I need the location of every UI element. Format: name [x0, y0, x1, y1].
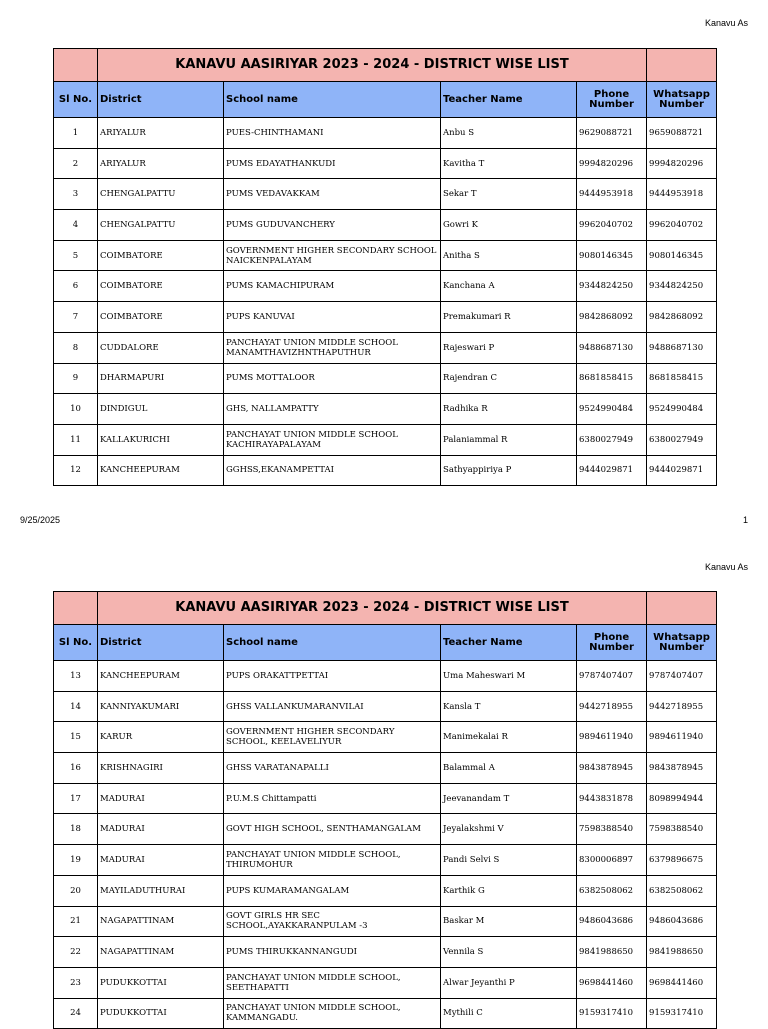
sl-no-cell: 13: [54, 661, 98, 692]
district-cell: NAGAPATTINAM: [98, 937, 224, 968]
table-row: [54, 845, 717, 876]
col-sl-no: Sl No.: [54, 625, 98, 661]
table-row: [54, 691, 717, 722]
whatsapp-cell: 7598388540: [647, 814, 717, 845]
phone-cell: 8681858415: [577, 363, 647, 394]
teacher-name-cell: Radhika R: [441, 394, 577, 425]
whatsapp-cell: 9994820296: [647, 148, 717, 179]
table-row: [54, 332, 717, 363]
col-phone: Phone Number: [577, 625, 647, 661]
whatsapp-cell: 9486043686: [647, 906, 717, 937]
whatsapp-cell: 8681858415: [647, 363, 717, 394]
sl-no-cell: 12: [54, 455, 98, 486]
phone-cell: 9442718955: [577, 691, 647, 722]
district-cell: MADURAI: [98, 783, 224, 814]
teacher-name-cell: Balammal A: [441, 753, 577, 784]
sl-no-cell: 1: [54, 118, 98, 149]
sl-no-cell: 11: [54, 424, 98, 455]
school-name-cell: PUMS THIRUKKANNANGUDI: [224, 937, 441, 968]
teacher-name-cell: Palaniammal R: [441, 424, 577, 455]
sl-no-cell: 8: [54, 332, 98, 363]
district-cell: CHENGALPATTU: [98, 210, 224, 241]
district-list-table-page-2: [53, 591, 717, 1029]
school-name-cell: PUMS MOTTALOOR: [224, 363, 441, 394]
school-name-cell: P.U.M.S Chittampatti: [224, 783, 441, 814]
phone-cell: 9698441460: [577, 967, 647, 998]
table-row: [54, 998, 717, 1029]
teacher-name-cell: Sekar T: [441, 179, 577, 210]
district-cell: COIMBATORE: [98, 240, 224, 271]
district-cell: KRISHNAGIRI: [98, 753, 224, 784]
teacher-name-cell: Kanchana A: [441, 271, 577, 302]
table-row: [54, 661, 717, 692]
district-cell: PUDUKKOTTAI: [98, 998, 224, 1029]
teacher-name-cell: Jeyalakshmi V: [441, 814, 577, 845]
table-row: [54, 814, 717, 845]
whatsapp-cell: 9442718955: [647, 691, 717, 722]
table-row: [54, 875, 717, 906]
school-name-cell: GHSS VARATANAPALLI: [224, 753, 441, 784]
sl-no-cell: 20: [54, 875, 98, 906]
district-cell: KARUR: [98, 722, 224, 753]
sl-no-cell: 6: [54, 271, 98, 302]
table-row: [54, 118, 717, 149]
phone-cell: 9486043686: [577, 906, 647, 937]
teacher-name-cell: Kavitha T: [441, 148, 577, 179]
district-cell: MADURAI: [98, 814, 224, 845]
col-whatsapp: Whatsapp Number: [647, 625, 717, 661]
district-cell: KANNIYAKUMARI: [98, 691, 224, 722]
phone-cell: 9843878945: [577, 753, 647, 784]
phone-cell: 9444953918: [577, 179, 647, 210]
teacher-name-cell: Baskar M: [441, 906, 577, 937]
district-cell: NAGAPATTINAM: [98, 906, 224, 937]
district-cell: ARIYALUR: [98, 118, 224, 149]
col-district: District: [98, 82, 224, 118]
sl-no-cell: 23: [54, 967, 98, 998]
sl-no-cell: 22: [54, 937, 98, 968]
phone-cell: 9962040702: [577, 210, 647, 241]
district-cell: CUDDALORE: [98, 332, 224, 363]
phone-cell: 9344824250: [577, 271, 647, 302]
school-name-cell: GGHSS,EKANAMPETTAI: [224, 455, 441, 486]
whatsapp-cell: 9159317410: [647, 998, 717, 1029]
school-name-cell: PANCHAYAT UNION MIDDLE SCHOOL KACHIRAYAPALAYAM: [224, 424, 441, 455]
sl-no-cell: 14: [54, 691, 98, 722]
district-cell: KALLAKURICHI: [98, 424, 224, 455]
whatsapp-cell: 6380027949: [647, 424, 717, 455]
school-name-cell: PUMS GUDUVANCHERY: [224, 210, 441, 241]
table-row: [54, 783, 717, 814]
table-row: [54, 455, 717, 486]
sl-no-cell: 15: [54, 722, 98, 753]
phone-cell: 9444029871: [577, 455, 647, 486]
teacher-name-cell: Rajeswari P: [441, 332, 577, 363]
phone-cell: 9787407407: [577, 661, 647, 692]
col-school-name: School name: [224, 82, 441, 118]
sl-no-cell: 24: [54, 998, 98, 1029]
district-cell: COIMBATORE: [98, 271, 224, 302]
district-cell: KANCHEEPURAM: [98, 661, 224, 692]
whatsapp-cell: 8098994944: [647, 783, 717, 814]
whatsapp-cell: 9962040702: [647, 210, 717, 241]
teacher-name-cell: Premakumari R: [441, 302, 577, 333]
school-name-cell: PUPS KANUVAI: [224, 302, 441, 333]
footer-date: 9/25/2025: [20, 515, 61, 525]
district-cell: ARIYALUR: [98, 148, 224, 179]
school-name-cell: PUES-CHINTHAMANI: [224, 118, 441, 149]
teacher-name-cell: Uma Maheswari M: [441, 661, 577, 692]
teacher-name-cell: Sathyappiriya P: [441, 455, 577, 486]
table-row: [54, 363, 717, 394]
footer-page-number: 1: [742, 515, 748, 525]
table-title: KANAVU AASIRIYAR 2023 - 2024 - DISTRICT WISE LIST: [98, 592, 647, 625]
sl-no-cell: 5: [54, 240, 98, 271]
whatsapp-cell: 9894611940: [647, 722, 717, 753]
teacher-name-cell: Rajendran C: [441, 363, 577, 394]
table-row: [54, 753, 717, 784]
phone-cell: 9159317410: [577, 998, 647, 1029]
sl-no-cell: 17: [54, 783, 98, 814]
teacher-name-cell: Mythili C: [441, 998, 577, 1029]
whatsapp-cell: 9841988650: [647, 937, 717, 968]
district-list-table-page-1: [53, 48, 717, 486]
sl-no-cell: 2: [54, 148, 98, 179]
phone-cell: 9994820296: [577, 148, 647, 179]
whatsapp-cell: 9843878945: [647, 753, 717, 784]
col-phone: Phone Number: [577, 82, 647, 118]
school-name-cell: GHSS VALLANKUMARANVILAI: [224, 691, 441, 722]
whatsapp-cell: 9659088721: [647, 118, 717, 149]
teacher-name-cell: Alwar Jeyanthi P: [441, 967, 577, 998]
col-school-name: School name: [224, 625, 441, 661]
phone-cell: 8300006897: [577, 845, 647, 876]
sl-no-cell: 21: [54, 906, 98, 937]
phone-cell: 6380027949: [577, 424, 647, 455]
district-cell: DHARMAPURI: [98, 363, 224, 394]
district-cell: DINDIGUL: [98, 394, 224, 425]
district-cell: MAYILADUTHURAI: [98, 875, 224, 906]
school-name-cell: GOVT HIGH SCHOOL, SENTHAMANGALAM: [224, 814, 441, 845]
phone-cell: 9524990484: [577, 394, 647, 425]
school-name-cell: PANCHAYAT UNION MIDDLE SCHOOL, SEETHAPATTI: [224, 967, 441, 998]
table-row: [54, 148, 717, 179]
table-row: [54, 394, 717, 425]
sl-no-cell: 10: [54, 394, 98, 425]
district-cell: COIMBATORE: [98, 302, 224, 333]
district-cell: PUDUKKOTTAI: [98, 967, 224, 998]
whatsapp-cell: 9842868092: [647, 302, 717, 333]
teacher-name-cell: Pandi Selvi S: [441, 845, 577, 876]
sl-no-cell: 16: [54, 753, 98, 784]
teacher-name-cell: Manimekalai R: [441, 722, 577, 753]
teacher-name-cell: Anitha S: [441, 240, 577, 271]
table-row: [54, 240, 717, 271]
sl-no-cell: 7: [54, 302, 98, 333]
table-row: [54, 937, 717, 968]
table-row: [54, 906, 717, 937]
school-name-cell: PANCHAYAT UNION MIDDLE SCHOOL, THIRUMOHUR: [224, 845, 441, 876]
phone-cell: 7598388540: [577, 814, 647, 845]
school-name-cell: PUPS ORAKATTPETTAI: [224, 661, 441, 692]
teacher-name-cell: Gowri K: [441, 210, 577, 241]
teacher-name-cell: Anbu S: [441, 118, 577, 149]
sl-no-cell: 9: [54, 363, 98, 394]
phone-cell: 9841988650: [577, 937, 647, 968]
sl-no-cell: 4: [54, 210, 98, 241]
whatsapp-cell: 9488687130: [647, 332, 717, 363]
school-name-cell: PANCHAYAT UNION MIDDLE SCHOOL MANAMTHAVIZHNTHAPUTHUR: [224, 332, 441, 363]
table-row: [54, 302, 717, 333]
whatsapp-cell: 9524990484: [647, 394, 717, 425]
col-teacher-name: Teacher Name: [441, 625, 577, 661]
table-title: KANAVU AASIRIYAR 2023 - 2024 - DISTRICT WISE LIST: [98, 49, 647, 82]
whatsapp-cell: 9080146345: [647, 240, 717, 271]
whatsapp-cell: 6382508062: [647, 875, 717, 906]
teacher-name-cell: Kansla T: [441, 691, 577, 722]
page-header-2: Kanavu As: [704, 562, 748, 572]
school-name-cell: PUMS EDAYATHANKUDI: [224, 148, 441, 179]
district-cell: CHENGALPATTU: [98, 179, 224, 210]
col-district: District: [98, 625, 224, 661]
col-whatsapp: Whatsapp Number: [647, 82, 717, 118]
table-row: [54, 424, 717, 455]
phone-cell: 9488687130: [577, 332, 647, 363]
school-name-cell: PUMS KAMACHIPURAM: [224, 271, 441, 302]
school-name-cell: PUPS KUMARAMANGALAM: [224, 875, 441, 906]
sl-no-cell: 3: [54, 179, 98, 210]
teacher-name-cell: Vennila S: [441, 937, 577, 968]
phone-cell: 9842868092: [577, 302, 647, 333]
whatsapp-cell: 9444953918: [647, 179, 717, 210]
phone-cell: 6382508062: [577, 875, 647, 906]
school-name-cell: GHS, NALLAMPATTY: [224, 394, 441, 425]
whatsapp-cell: 9444029871: [647, 455, 717, 486]
whatsapp-cell: 9344824250: [647, 271, 717, 302]
table-row: [54, 967, 717, 998]
phone-cell: 9443831878: [577, 783, 647, 814]
table-row: [54, 722, 717, 753]
district-cell: KANCHEEPURAM: [98, 455, 224, 486]
whatsapp-cell: 6379896675: [647, 845, 717, 876]
phone-cell: 9894611940: [577, 722, 647, 753]
school-name-cell: GOVERNMENT HIGHER SECONDARY SCHOOL, KEELAVELIYUR: [224, 722, 441, 753]
phone-cell: 9080146345: [577, 240, 647, 271]
school-name-cell: PANCHAYAT UNION MIDDLE SCHOOL, KAMMANGADU.: [224, 998, 441, 1029]
col-teacher-name: Teacher Name: [441, 82, 577, 118]
whatsapp-cell: 9698441460: [647, 967, 717, 998]
table-row: [54, 210, 717, 241]
school-name-cell: GOVT GIRLS HR SEC SCHOOL,AYAKKARANPULAM -3: [224, 906, 441, 937]
whatsapp-cell: 9787407407: [647, 661, 717, 692]
sl-no-cell: 19: [54, 845, 98, 876]
phone-cell: 9629088721: [577, 118, 647, 149]
table-row: [54, 179, 717, 210]
teacher-name-cell: Jeevanandam T: [441, 783, 577, 814]
district-cell: MADURAI: [98, 845, 224, 876]
page-header-1: Kanavu As: [704, 18, 748, 28]
sl-no-cell: 18: [54, 814, 98, 845]
table-row: [54, 271, 717, 302]
school-name-cell: PUMS VEDAVAKKAM: [224, 179, 441, 210]
teacher-name-cell: Karthik G: [441, 875, 577, 906]
school-name-cell: GOVERNMENT HIGHER SECONDARY SCHOOL NAICKENPALAYAM: [224, 240, 441, 271]
col-sl-no: Sl No.: [54, 82, 98, 118]
